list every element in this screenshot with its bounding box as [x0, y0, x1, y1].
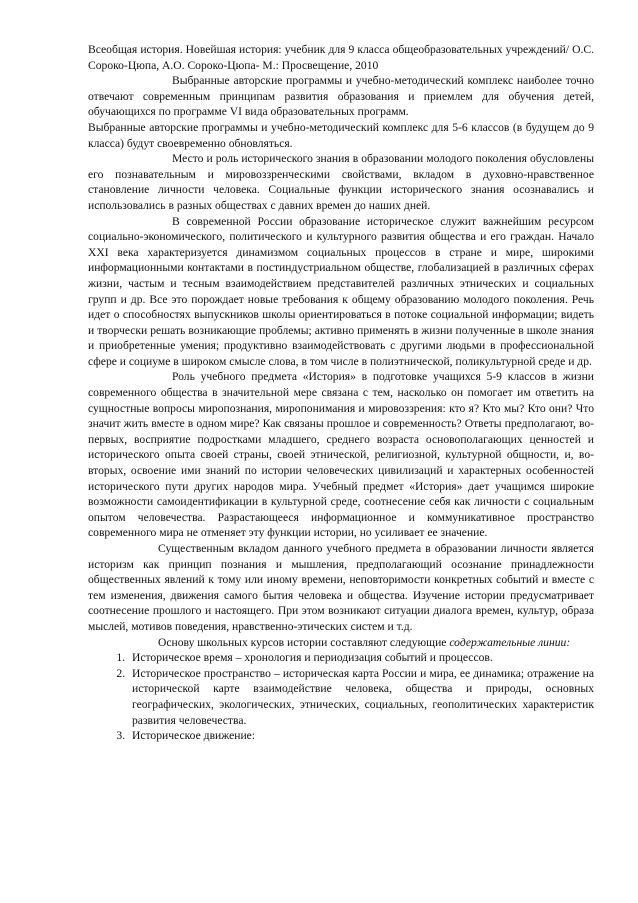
list-item: 1. Историческое время – хронология и периодизация событий и процессов. [128, 650, 594, 666]
content-lines-list [88, 650, 594, 744]
reference-line: Всеобщая история. Новейшая история: учебник для 9 класса общеобразовательных учреждений/ О.С. Сороко-Цюпа, А.О. Сороко-Цюпа- М.: Просвещение, 2010 [88, 43, 594, 72]
paragraph-historicism: Существенным вкладом данного учебного предмета в образовании личности является историзм как принцип познания и мышления, предполагающий осознание принадлежности общественных явлений к тому или иному времени, неповторимости конкретных событий и вместе с тем изменения, движения самого бытия человека и общества. Изучение истории предусматривает соотнесение прошлого и настоящего. При этом возникают ситуации диалога времен, культур, образа мыслей, мотивов поведения, нравственно-этических систем и т.д. [88, 542, 594, 633]
paragraph-modern-russia: В современной России образование историческое служит важнейшим ресурсом социально-экономического, политического и культурного развития общества и его граждан. Начало XXI века характеризуется динамизмом социальных процессов в стране и мире, широкими информационными контактами в постиндустриальном обществе, глобализацией в различных сферах жизни, частым и тесным взаимодействием представителей различных этнических и социальных групп и др. Все это порождает новые требования к общему образованию молодого поколения. Речь идет о способностях выпускников школы ориентироваться в потоке социальной информации; видеть и творчески решать возникающие проблемы; активно применять в жизни полученные в школе знания и приобретенные умения; продуктивно взаимодействовать с другими людьми в профессиональной сфере и социуме в широком смысле слова, в том числе в полиэтнической, поликультурной среде и др. [88, 214, 594, 368]
paragraph-update: Выбранные авторские программы и учебно-методический комплекс для 5-6 классов (в будущем до 9 класса) будут своевременно обновляться. [88, 120, 594, 150]
content-lines-italic: содержательные линии: [449, 635, 571, 649]
paragraph-content-lines [88, 635, 594, 651]
document-page [88, 42, 594, 744]
paragraph-subject-role: Роль учебного предмета «История» в подготовке учащихся 5-9 классов в жизни современного общества в значительной мере связана с тем, насколько он помогает им ответить на сущностные вопросы миропознания, миропонимания и мировоззрения: кто я? Кто мы? Кто они? Что значит жить вместе в одном мире? Как связаны прошлое и современность? Ответы предполагают, во-первых, восприятие подростками младшего, среднего возраста основополагающих ценностей и исторического опыта своей страны, своей этнической, религиозной, культурной общности, и, во-вторых, освоение ими знаний по истории человеческих цивилизаций и характерных особенностей исторического пути других народов мира. Учебный предмет «История» дает учащимся широкие возможности самоидентификации в культурной среде, соотнесение себя как личности с социальным опытом человечества. Разрастающееся информационное и коммуникативное пространство современного мира не отменяет эту функции истории, но усиливает ее значение. [88, 370, 594, 540]
paragraph-role-of-history: Место и роль исторического знания в образовании молодого поколения обусловлены его познавательным и мировоззренческими свойствами, вкладом в духовно-нравственное становление личности человека. Социальные функции исторического знания осознавались и использовались в разных обществах с давних времен до наших дней. [88, 152, 594, 212]
content-lines-text: Основу школьных курсов истории составляют следующие [158, 635, 450, 649]
paragraph-programs: Выбранные авторские программы и учебно-методический комплекс наиболее точно отвечают современным принципам развития образования и приемлем для обучения детей, обучающихся по программе VI вида образовательных программ. [88, 74, 594, 119]
list-item: 3. Историческое движение: [128, 728, 594, 744]
list-item: 2. Историческое пространство – историческая карта России и мира, ее динамика; отражение на исторической карте взаимодействие человека, общества и природы, основных географических, экологических, этнических, социальных, геополитических характеристик развития человечества. [128, 666, 594, 728]
